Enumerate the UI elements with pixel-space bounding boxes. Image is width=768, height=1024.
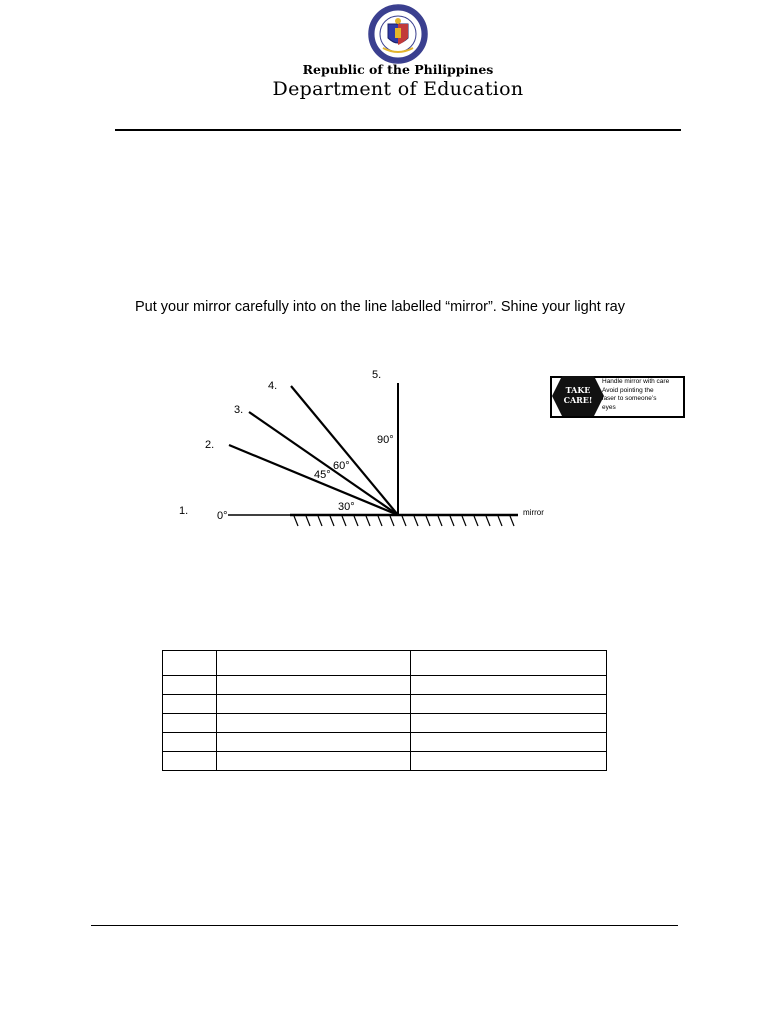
angle-label-90: 90°	[377, 434, 394, 446]
caution-note	[602, 378, 684, 412]
table-cell[interactable]	[163, 695, 217, 714]
mirror-label: mirror	[523, 508, 544, 517]
table-cell[interactable]	[163, 733, 217, 752]
department-title: Department of Education	[272, 78, 524, 100]
caution-line: Avoid pointing the	[602, 386, 654, 394]
table-cell[interactable]	[163, 752, 217, 771]
republic-title: Republic of the Philippines	[302, 62, 494, 77]
caution-line: laser to someone’s	[602, 395, 657, 402]
ray-number-3: 3.	[234, 404, 244, 416]
table-header-cell[interactable]	[411, 651, 607, 676]
table-cell[interactable]	[411, 695, 607, 714]
ray-number-5: 5.	[372, 369, 382, 381]
table-cell[interactable]	[411, 752, 607, 771]
caution-line: eyes	[602, 403, 616, 411]
ray-number-2: 2.	[205, 439, 215, 451]
table-header-cell[interactable]	[217, 651, 411, 676]
table-row	[163, 752, 607, 771]
table-cell[interactable]	[217, 733, 411, 752]
table-row	[163, 714, 607, 733]
table-row	[163, 733, 607, 752]
table-cell[interactable]	[163, 714, 217, 733]
caution-badge-text: TAKE CARE!	[563, 385, 593, 405]
mirror-hatching	[294, 516, 514, 526]
table-cell[interactable]	[217, 676, 411, 695]
table-cell[interactable]	[411, 714, 607, 733]
footer-divider	[91, 925, 678, 926]
table-header-cell[interactable]	[163, 651, 217, 676]
ray-4	[291, 386, 398, 515]
results-table	[162, 650, 607, 771]
angle-label-45: 45°	[314, 469, 331, 481]
angle-label-0: 0°	[217, 510, 228, 522]
instruction-text: Put your mirror carefully into on the line labelled “mirror”. Shine your light ray	[135, 299, 625, 315]
table-cell[interactable]	[217, 714, 411, 733]
header-divider	[115, 129, 681, 131]
table-cell[interactable]	[411, 676, 607, 695]
table-row	[163, 676, 607, 695]
table-cell[interactable]	[217, 695, 411, 714]
angle-label-30: 30°	[338, 501, 355, 513]
deped-seal	[361, 4, 435, 64]
table-cell[interactable]	[217, 752, 411, 771]
caution-line: Handle mirror with care	[602, 378, 670, 385]
ray-diagram	[170, 350, 560, 535]
table-header-row	[163, 651, 607, 676]
ray-number-1: 1.	[179, 505, 189, 517]
ray-number-4: 4.	[268, 380, 278, 392]
caution-box	[550, 376, 685, 417]
table-cell[interactable]	[411, 733, 607, 752]
table-cell[interactable]	[163, 676, 217, 695]
table-row	[163, 695, 607, 714]
angle-label-60: 60°	[333, 460, 350, 472]
